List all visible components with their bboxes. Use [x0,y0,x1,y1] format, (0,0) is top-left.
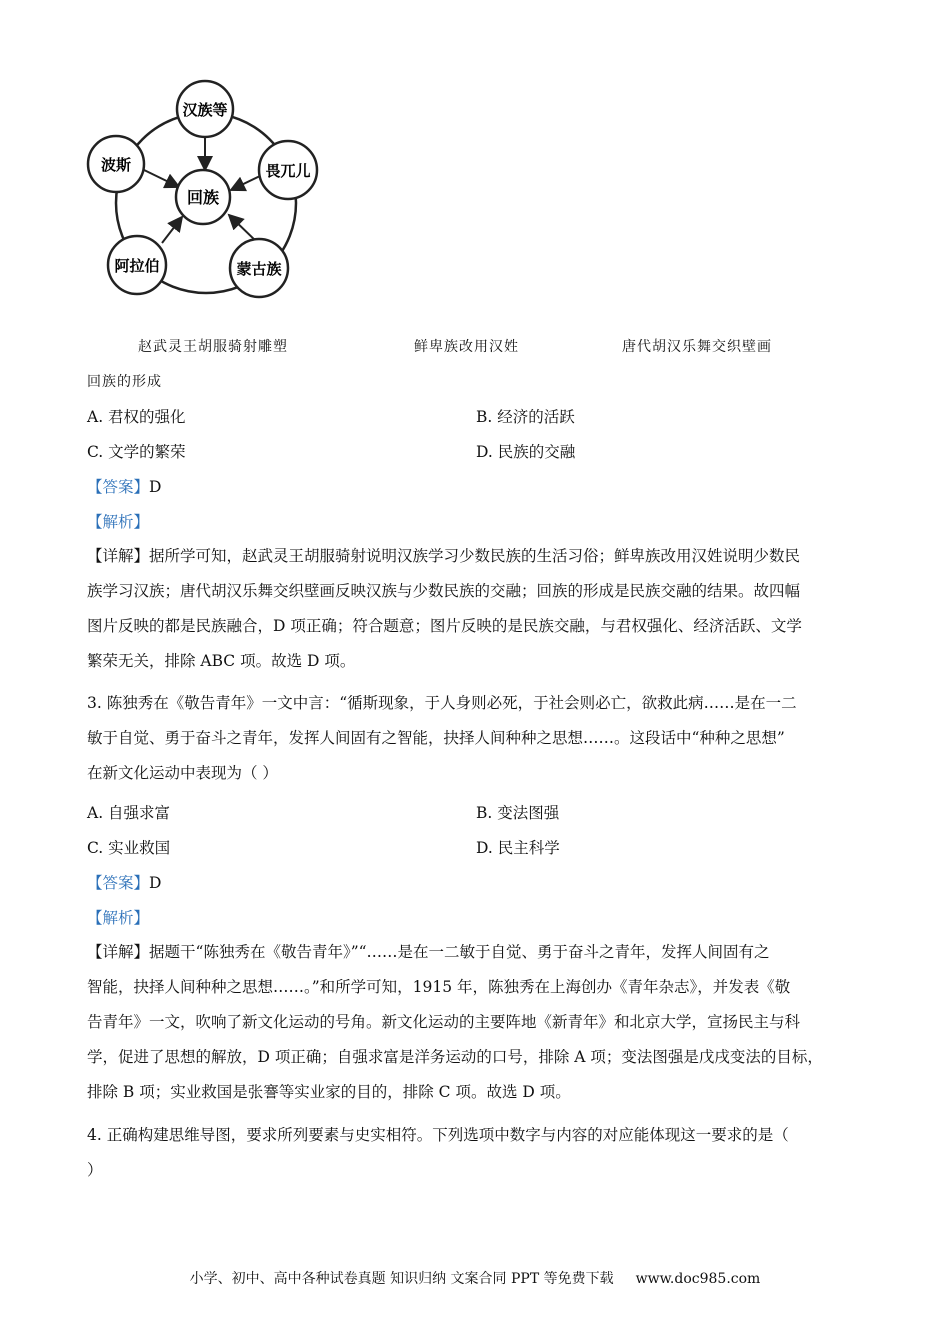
q4-stem-line: 4. 正确构建思维导图，要求所列要素与史实相符。下列选项中数字与内容的对应能体现这一要求的是（ [87,1126,789,1144]
detail-text: 据题干“陈独秀在《敬告青年》”“……是在一二敏于自觉、勇于奋斗之青年，发挥人间固有之 [149,943,770,961]
q2-detail-line: 繁荣无关，排除 ABC 项。故选 D 项。 [87,652,356,670]
center-label: 回族 [186,188,220,207]
node-han [177,81,233,137]
q3-answer [87,873,161,893]
q2-detail-line: 图片反映的都是民族融合，D 项正确；符合题意；图片反映的是民族交融，与君权强化、经济活跃、文学 [87,617,802,635]
footer-site-link[interactable]: www.doc985.com [635,1271,761,1287]
q2-detail-line: 族学习汉族；唐代胡汉乐舞交织壁画反映汉族与少数民族的交融；回族的形成是民族交融的结果。故四幅 [87,582,801,600]
q3-detail [87,935,867,1110]
q3-stem-line: 在新文化运动中表现为（ ） [87,764,278,782]
q3-detail-line [87,935,867,970]
q2-detail [87,539,867,679]
q2-option-c: C. 文学的繁荣 [87,443,186,461]
q2-answer [87,477,161,497]
page-footer [0,1268,950,1288]
q4-stem [87,1118,867,1188]
q3-analysis [87,908,149,928]
detail-tag: 【详解】 [87,943,150,961]
node-persia [88,136,144,192]
uyghur-label: 畏兀儿 [265,162,311,180]
caption-2: 鲜卑族改用汉姓 [414,339,519,355]
q3-stem-line: 敏于自觉、勇于奋斗之青年，发挥人间固有之智能，抉择人间种种之思想……。这段话中“种种之思想” [87,729,785,747]
arrow-from-uyghur [231,176,260,190]
arab-label: 阿拉伯 [114,257,160,275]
q3-detail-line: 告青年》一文，吹响了新文化运动的号角。新文化运动的主要阵地《新青年》和北京大学，宣扬民主与科 [87,1013,801,1031]
q3-stem [87,686,867,791]
caption-3: 唐代胡汉乐舞交织壁画 [622,339,772,355]
q4-stem-line: ） [87,1161,103,1179]
node-center [176,170,230,224]
q3-option-c: C. 实业救国 [87,839,171,857]
q3-detail-line: 智能，抉择人间种种之思想……。”和所学可知，1915 年，陈独秀在上海创办《青年杂志》，并发表《敬 [87,978,791,996]
q2-option-d: D. 民族的交融 [476,443,576,461]
q3-option-a: A. 自强求富 [87,804,171,822]
q2-option-b: B. 经济的活跃 [476,408,575,426]
q3-detail-line: 学，促进了思想的解放，D 项正确；自强求富是洋务运动的口号，排除 A 项；变法图强是戊戌变法的目标， [87,1048,823,1066]
han-label: 汉族等 [182,101,228,119]
analysis-tag: 【解析】 [87,513,150,531]
q3-option-d: D. 民主科学 [476,839,560,857]
caption-4: 回族的形成 [87,374,162,390]
answer-value: D [149,478,162,496]
answer-tag: 【答案】 [87,478,150,496]
arrow-from-arab [162,217,182,243]
detail-text: 据所学可知，赵武灵王胡服骑射说明汉族学习少数民族的生活习俗；鲜卑族改用汉姓说明少数民 [149,547,801,565]
q3-stem-line: 3. 陈独秀在《敬告青年》一文中言：“循斯现象，于人身则必死，于社会则必亡，欲救此病……是在一二 [87,694,797,712]
mongol-label: 蒙古族 [236,260,282,278]
analysis-tag: 【解析】 [87,909,150,927]
answer-value: D [149,874,162,892]
hui-formation-diagram-svg [84,78,324,308]
arrow-from-persia [142,169,179,187]
detail-tag: 【详解】 [87,547,150,565]
q3-option-b: B. 变法图强 [476,804,560,822]
q2-analysis [87,512,149,532]
q2-detail-line [87,539,867,574]
node-uyghur [259,141,317,199]
image-captions [0,336,950,356]
node-mongol [230,239,288,297]
answer-tag: 【答案】 [87,874,150,892]
persia-label: 波斯 [100,156,132,174]
caption-1: 赵武灵王胡服骑射雕塑 [138,339,288,355]
q3-detail-line: 排除 B 项；实业救国是张謇等实业家的目的，排除 C 项。故选 D 项。 [87,1083,571,1101]
footer-text: 小学、初中、高中各种试卷真题 知识归纳 文案合同 PPT 等免费下载 [189,1271,614,1287]
node-arab [108,236,166,294]
hui-formation-diagram [84,78,324,308]
q2-option-a: A. 君权的强化 [87,408,186,426]
